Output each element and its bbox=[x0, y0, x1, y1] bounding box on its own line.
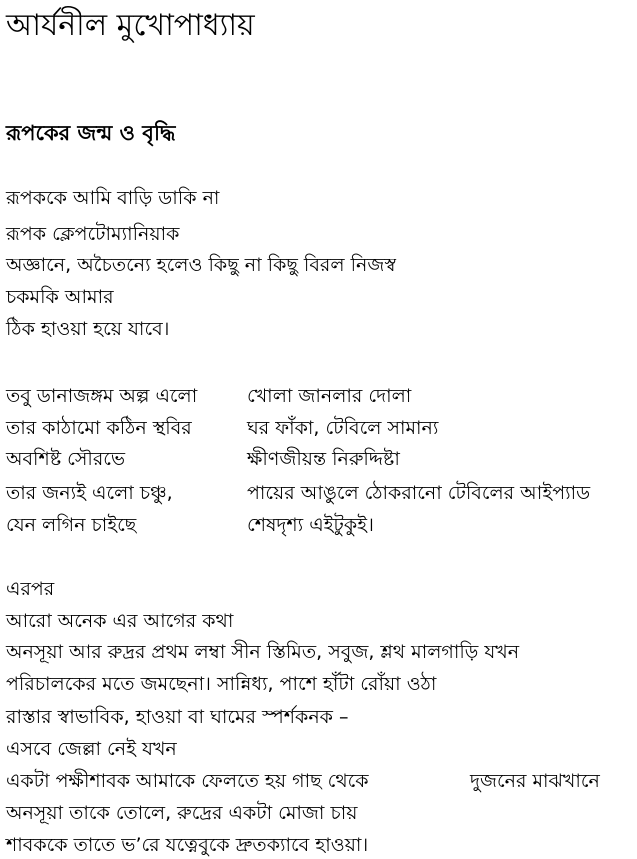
poem-line: অনসূয়া তাকে তোলে, রুদ্রের একটা মোজা চায় bbox=[6, 802, 358, 824]
poem-line: অজ্ঞানে, অচৈতন্যে হলেও কিছু না কিছু বিরল নিজস্ব bbox=[6, 254, 396, 276]
poem-line: রাস্তার স্বাভাবিক, হাওয়া বা ঘামের স্পর্শকনক – bbox=[6, 706, 349, 728]
poem-line-right: খোলা জানলার দোলা bbox=[247, 385, 412, 407]
poem-line: এসবে জেল্লা নেই যখন bbox=[6, 738, 177, 760]
poem-line-left: তার কাঠামো কঠিন স্থবির bbox=[6, 417, 192, 439]
poem-line: এরপর bbox=[6, 578, 55, 600]
poem-aside: দুজনের মাঝখানে bbox=[470, 770, 600, 792]
poem-line-right: পায়ের আঙুলে ঠোকরানো টেবিলের আইপ্যাড bbox=[247, 482, 591, 504]
poem-title: রূপকের জন্ম ও বৃদ্ধি bbox=[6, 121, 176, 145]
poem-line: শাবককে তাতে ভ’রে যত্নেবুকে দ্রুতক্যাবে হাওয়া। bbox=[6, 834, 369, 856]
poem-line: একটা পক্ষীশাবক আমাকে ফেলতে হয় গাছ থেকে bbox=[6, 770, 369, 792]
poem-line-left: তার জন্যই এলো চঞ্চু, bbox=[6, 482, 173, 504]
poem-line: রূপক ক্লেপটোম্যানিয়াক bbox=[6, 223, 180, 245]
author-name: আর্যনীল মুখোপাধ্যায় bbox=[6, 8, 255, 43]
poem-line: ঠিক হাওয়া হয়ে যাবে। bbox=[6, 318, 170, 340]
poem-line: রূপককে আমি বাড়ি ডাকি না bbox=[6, 187, 220, 209]
poem-line: চকমকি আমার bbox=[6, 286, 114, 308]
poem-line: অনসূয়া আর রুদ্রর প্রথম লম্বা সীন স্তিমিত, সবুজ, শ্লথ মালগাড়ি যখন bbox=[6, 641, 520, 663]
poem-line-right: শেষদৃশ্য এইটুকুই। bbox=[247, 514, 374, 536]
poem-line-right: ঘর ফাঁকা, টেবিলে সামান্য bbox=[247, 417, 439, 439]
poem-line-left: যেন লগিন চাইছে bbox=[6, 514, 137, 536]
poem-line-left: অবশিষ্ট সৌরভে bbox=[6, 448, 126, 470]
poem-line-left: তবু ডানাজঙ্গম অল্প এলো bbox=[6, 385, 198, 407]
poem-line-right: ক্ষীণজীয়ন্ত নিরুদ্দিষ্টা bbox=[247, 448, 400, 470]
poem-line: আরো অনেক এর আগের কথা bbox=[6, 610, 234, 632]
poem-line: পরিচালকের মতে জমছেনা। সান্নিধ্য, পাশে হাঁটা রোঁয়া ওঠা bbox=[6, 673, 437, 695]
